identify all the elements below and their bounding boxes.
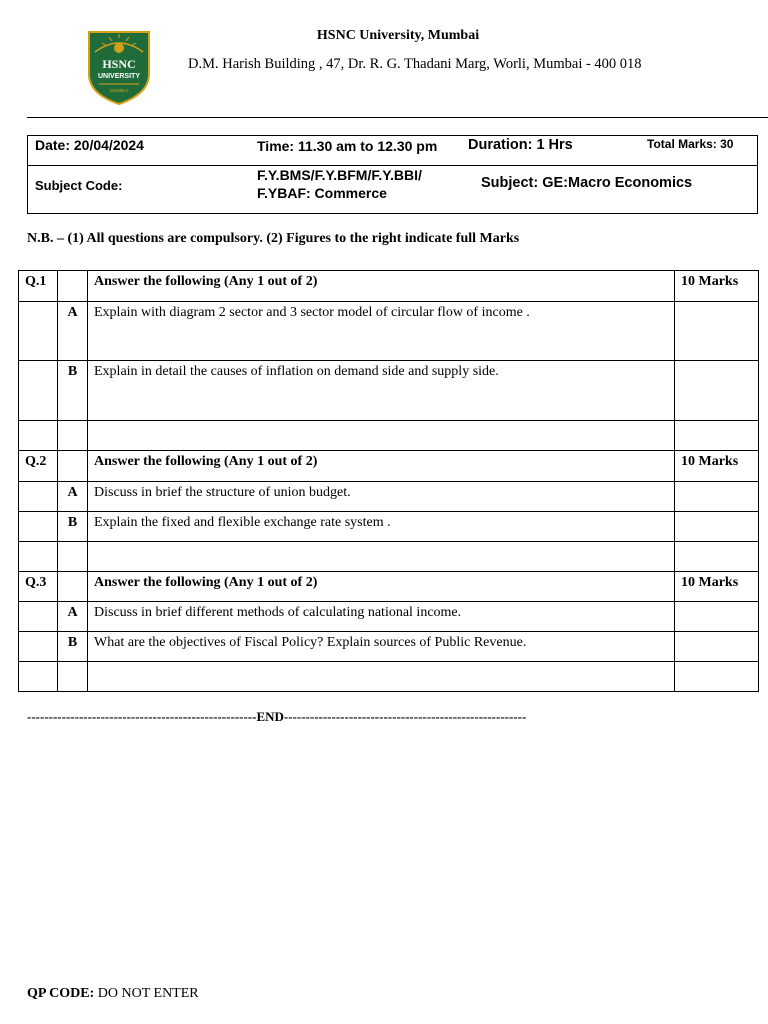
part-text: What are the objectives of Fiscal Policy? Explain sources of Public Revenue. [88,632,675,662]
qp-code [27,986,199,1002]
exam-time: Time: 11.30 am to 12.30 pm [257,138,438,154]
question-marks: 10 Marks [675,451,759,482]
part-text: Explain in detail the causes of inflation on demand side and supply side. [88,361,675,421]
course-line-2: F.YBAF: Commerce [257,185,387,201]
subject-name: Subject: GE:Macro Economics [481,175,693,191]
question-heading: Answer the following (Any 1 out of 2) [88,572,675,602]
subject-code-label: Subject Code: [35,178,123,193]
course-list [257,166,422,202]
part-label: A [58,602,88,632]
part-label [58,271,88,302]
question-part-row [19,482,759,512]
exam-duration: Duration: 1 Hrs [468,137,573,153]
part-text: Explain the fixed and flexible exchange rate system . [88,512,675,542]
question-marks: 10 Marks [675,271,759,302]
question-part-row [19,632,759,662]
exam-info-box [27,135,758,214]
university-address: D.M. Harish Building , 47, Dr. R. G. Thadani Marg, Worli, Mumbai - 400 018 [188,56,642,72]
question-marks: 10 Marks [675,572,759,602]
end-marker [27,709,526,725]
qp-code-value: DO NOT ENTER [97,986,199,1001]
part-label: B [58,361,88,421]
exam-date: Date: 20/04/2024 [35,137,144,153]
end-line: -----------------------------------------------------END-------------------------------------------------------- [27,709,527,724]
question-part-row [19,361,759,421]
course-line-1: F.Y.BMS/F.Y.BFM/F.Y.BBI/ [257,167,422,183]
part-label: B [58,632,88,662]
qp-code-label: QP CODE: [27,986,95,1001]
question-part-row [19,512,759,542]
svg-text:UNIVERSITY: UNIVERSITY [97,73,141,80]
question-header-row [19,451,759,482]
part-text: Discuss in brief the structure of union budget. [88,482,675,512]
question-header-row [19,271,759,302]
part-label: A [58,302,88,361]
svg-text:HSNC: HSNC [102,57,136,71]
part-label: A [58,482,88,512]
question-heading: Answer the following (Any 1 out of 2) [88,271,675,302]
part-text: Discuss in brief different methods of calculating national income. [88,602,675,632]
question-table [18,270,759,692]
question-number: Q.3 [19,572,58,602]
spacer-row [19,421,759,451]
question-number: Q.1 [19,271,58,302]
total-marks: Total Marks: 30 [647,137,734,151]
part-text: Explain with diagram 2 sector and 3 sector model of circular flow of income . [88,302,675,361]
svg-text:MUMBAI: MUMBAI [110,88,128,93]
question-part-row [19,302,759,361]
question-heading: Answer the following (Any 1 out of 2) [88,451,675,482]
part-label: B [58,512,88,542]
university-name: HSNC University, Mumbai [316,28,480,43]
question-header-row [19,572,759,602]
question-part-row [19,602,759,632]
header-divider [27,117,768,118]
spacer-row [19,662,759,692]
question-number: Q.2 [19,451,58,482]
spacer-row [19,542,759,572]
instructions-note: N.B. – (1) All questions are compulsory. (2) Figures to the right indicate full Marks [27,231,520,246]
